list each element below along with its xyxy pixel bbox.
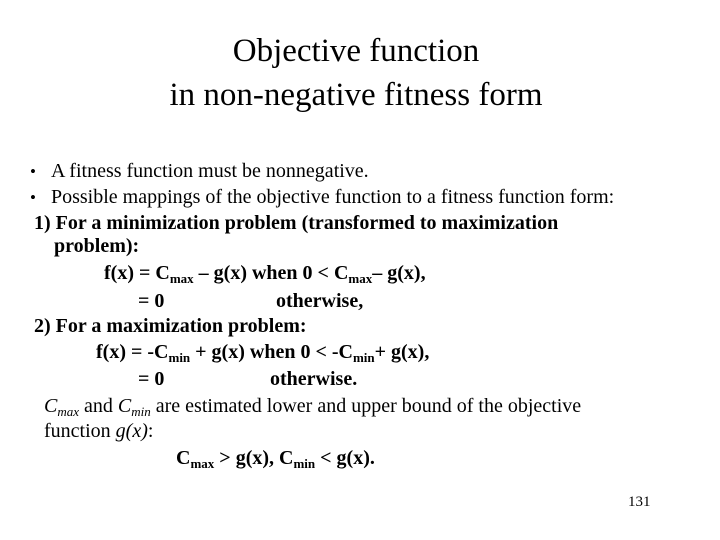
bullet-text: Possible mappings of the objective function to a fitness function form: — [50, 186, 615, 208]
title-line-1: Objective function — [232, 33, 480, 69]
case2-heading: 2) For a maximization problem: — [34, 315, 307, 337]
cond-subscript: max — [190, 456, 215, 471]
note-term: C — [44, 395, 58, 417]
case1-equation — [104, 261, 426, 285]
note-text: : — [147, 420, 154, 442]
eq-subscript: min — [168, 350, 191, 365]
eq-subscript: min — [352, 350, 375, 365]
bounds-condition — [176, 446, 375, 470]
case1-heading-line-1: 1) For a minimization problem (transformed to maximization — [34, 212, 559, 234]
cond-part: C — [176, 447, 191, 469]
page-number: 131 — [628, 494, 651, 510]
eq-part: f(x) = C — [104, 262, 170, 284]
note-term: g(x) — [115, 420, 148, 442]
note-subscript: max — [57, 404, 80, 419]
bounds-note-line-2 — [44, 419, 153, 443]
eq-subscript: max — [348, 271, 373, 286]
case2-otherwise-value: = 0 — [138, 368, 165, 390]
note-text: are estimated lower and upper bound of the objective — [150, 395, 582, 417]
case2-otherwise-label: otherwise. — [270, 368, 358, 390]
case1-otherwise-value: = 0 — [138, 290, 165, 312]
eq-part: + g(x), — [374, 341, 430, 363]
note-text: and — [79, 395, 118, 417]
note-term: C — [117, 395, 132, 417]
title-line-2: in non-negative fitness form — [169, 76, 543, 113]
bullet-marker: • — [30, 162, 36, 181]
case2-equation — [96, 340, 429, 364]
note-text: function — [44, 420, 116, 442]
eq-subscript: max — [169, 271, 194, 286]
bullet-marker: • — [30, 188, 36, 207]
cond-subscript: min — [293, 456, 316, 471]
cond-part: < g(x). — [315, 447, 375, 469]
bounds-note-line-1 — [44, 394, 581, 418]
note-subscript: min — [131, 404, 151, 419]
eq-part: – g(x) when 0 < C — [193, 262, 349, 284]
bullet-item-1 — [30, 159, 369, 184]
case1-otherwise-label: otherwise, — [276, 290, 364, 312]
bullet-text: A fitness function must be nonnegative. — [50, 160, 369, 182]
case1-heading-line-2: problem): — [54, 235, 140, 257]
eq-part: f(x) = -C — [96, 341, 169, 363]
eq-part: – g(x), — [372, 262, 426, 284]
bullet-item-2 — [30, 185, 614, 210]
slide-title — [0, 30, 712, 118]
eq-part: + g(x) when 0 < -C — [190, 341, 353, 363]
cond-part: > g(x), C — [214, 447, 294, 469]
